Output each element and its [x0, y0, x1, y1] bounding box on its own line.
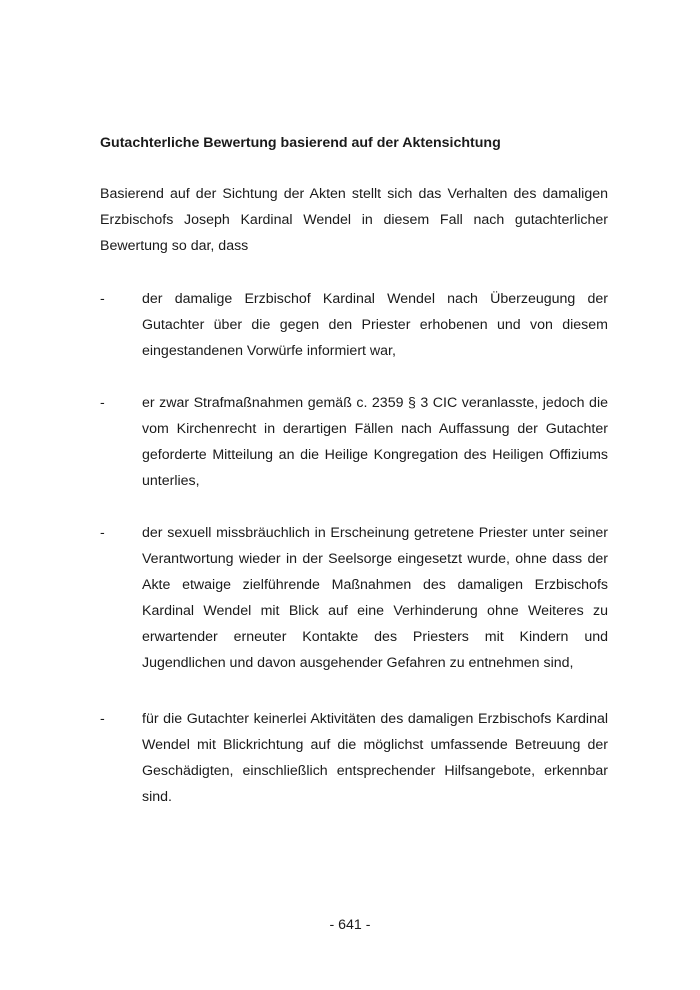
list-item [100, 706, 608, 810]
list-item-text: der damalige Erzbischof Kardinal Wendel nach Überzeugung der Gutachter über die gegen den Priester erhobenen und von diesem eingestandenen Vorwürfe informiert war, [142, 291, 608, 359]
list-bullet: - [100, 711, 105, 727]
list-bullet: - [100, 525, 105, 541]
section-heading: Gutachterliche Bewertung basierend auf der Aktensichtung [100, 135, 501, 151]
list-item-text: der sexuell missbräuchlich in Erscheinung getretene Priester unter seiner Verantwortung wieder in der Seelsorge eingesetzt wurde, ohne dass der Akte etwaige zielführende Maßnahmen des damaligen Erzbischofs Kardinal Wendel mit Blick auf eine Verhinderung ohne Weiteres zu erwartender erneuter Kontakte des Priesters mit Kindern und Jugendlichen und davon ausgehender Gefahren zu entnehmen sind, [142, 525, 608, 671]
list-item [100, 520, 608, 676]
list-item [100, 390, 608, 494]
intro-paragraph: Basierend auf der Sichtung der Akten stellt sich das Verhalten des damaligen Erzbischofs Joseph Kardinal Wendel in diesem Fall nach gutachterlicher Bewertung so dar, dass [100, 186, 608, 254]
list-item-text: er zwar Strafmaßnahmen gemäß c. 2359 § 3 CIC veranlasste, jedoch die vom Kirchenrecht in derartigen Fällen nach Auffassung der Gutachter geforderte Mitteilung an die Heilige Kongregation des Heiligen Offiziums unterlies, [142, 395, 608, 489]
list-bullet: - [100, 291, 105, 307]
page-number: - 641 - [329, 917, 371, 933]
list-item [100, 286, 608, 364]
list-bullet: - [100, 395, 105, 411]
list-item-text: für die Gutachter keinerlei Aktivitäten des damaligen Erzbischofs Kardinal Wendel mit Blickrichtung auf die möglichst umfassende Betreuung der Geschädigten, einschließlich entsprechender Hilfsangebote, erkennbar sind. [142, 711, 608, 805]
